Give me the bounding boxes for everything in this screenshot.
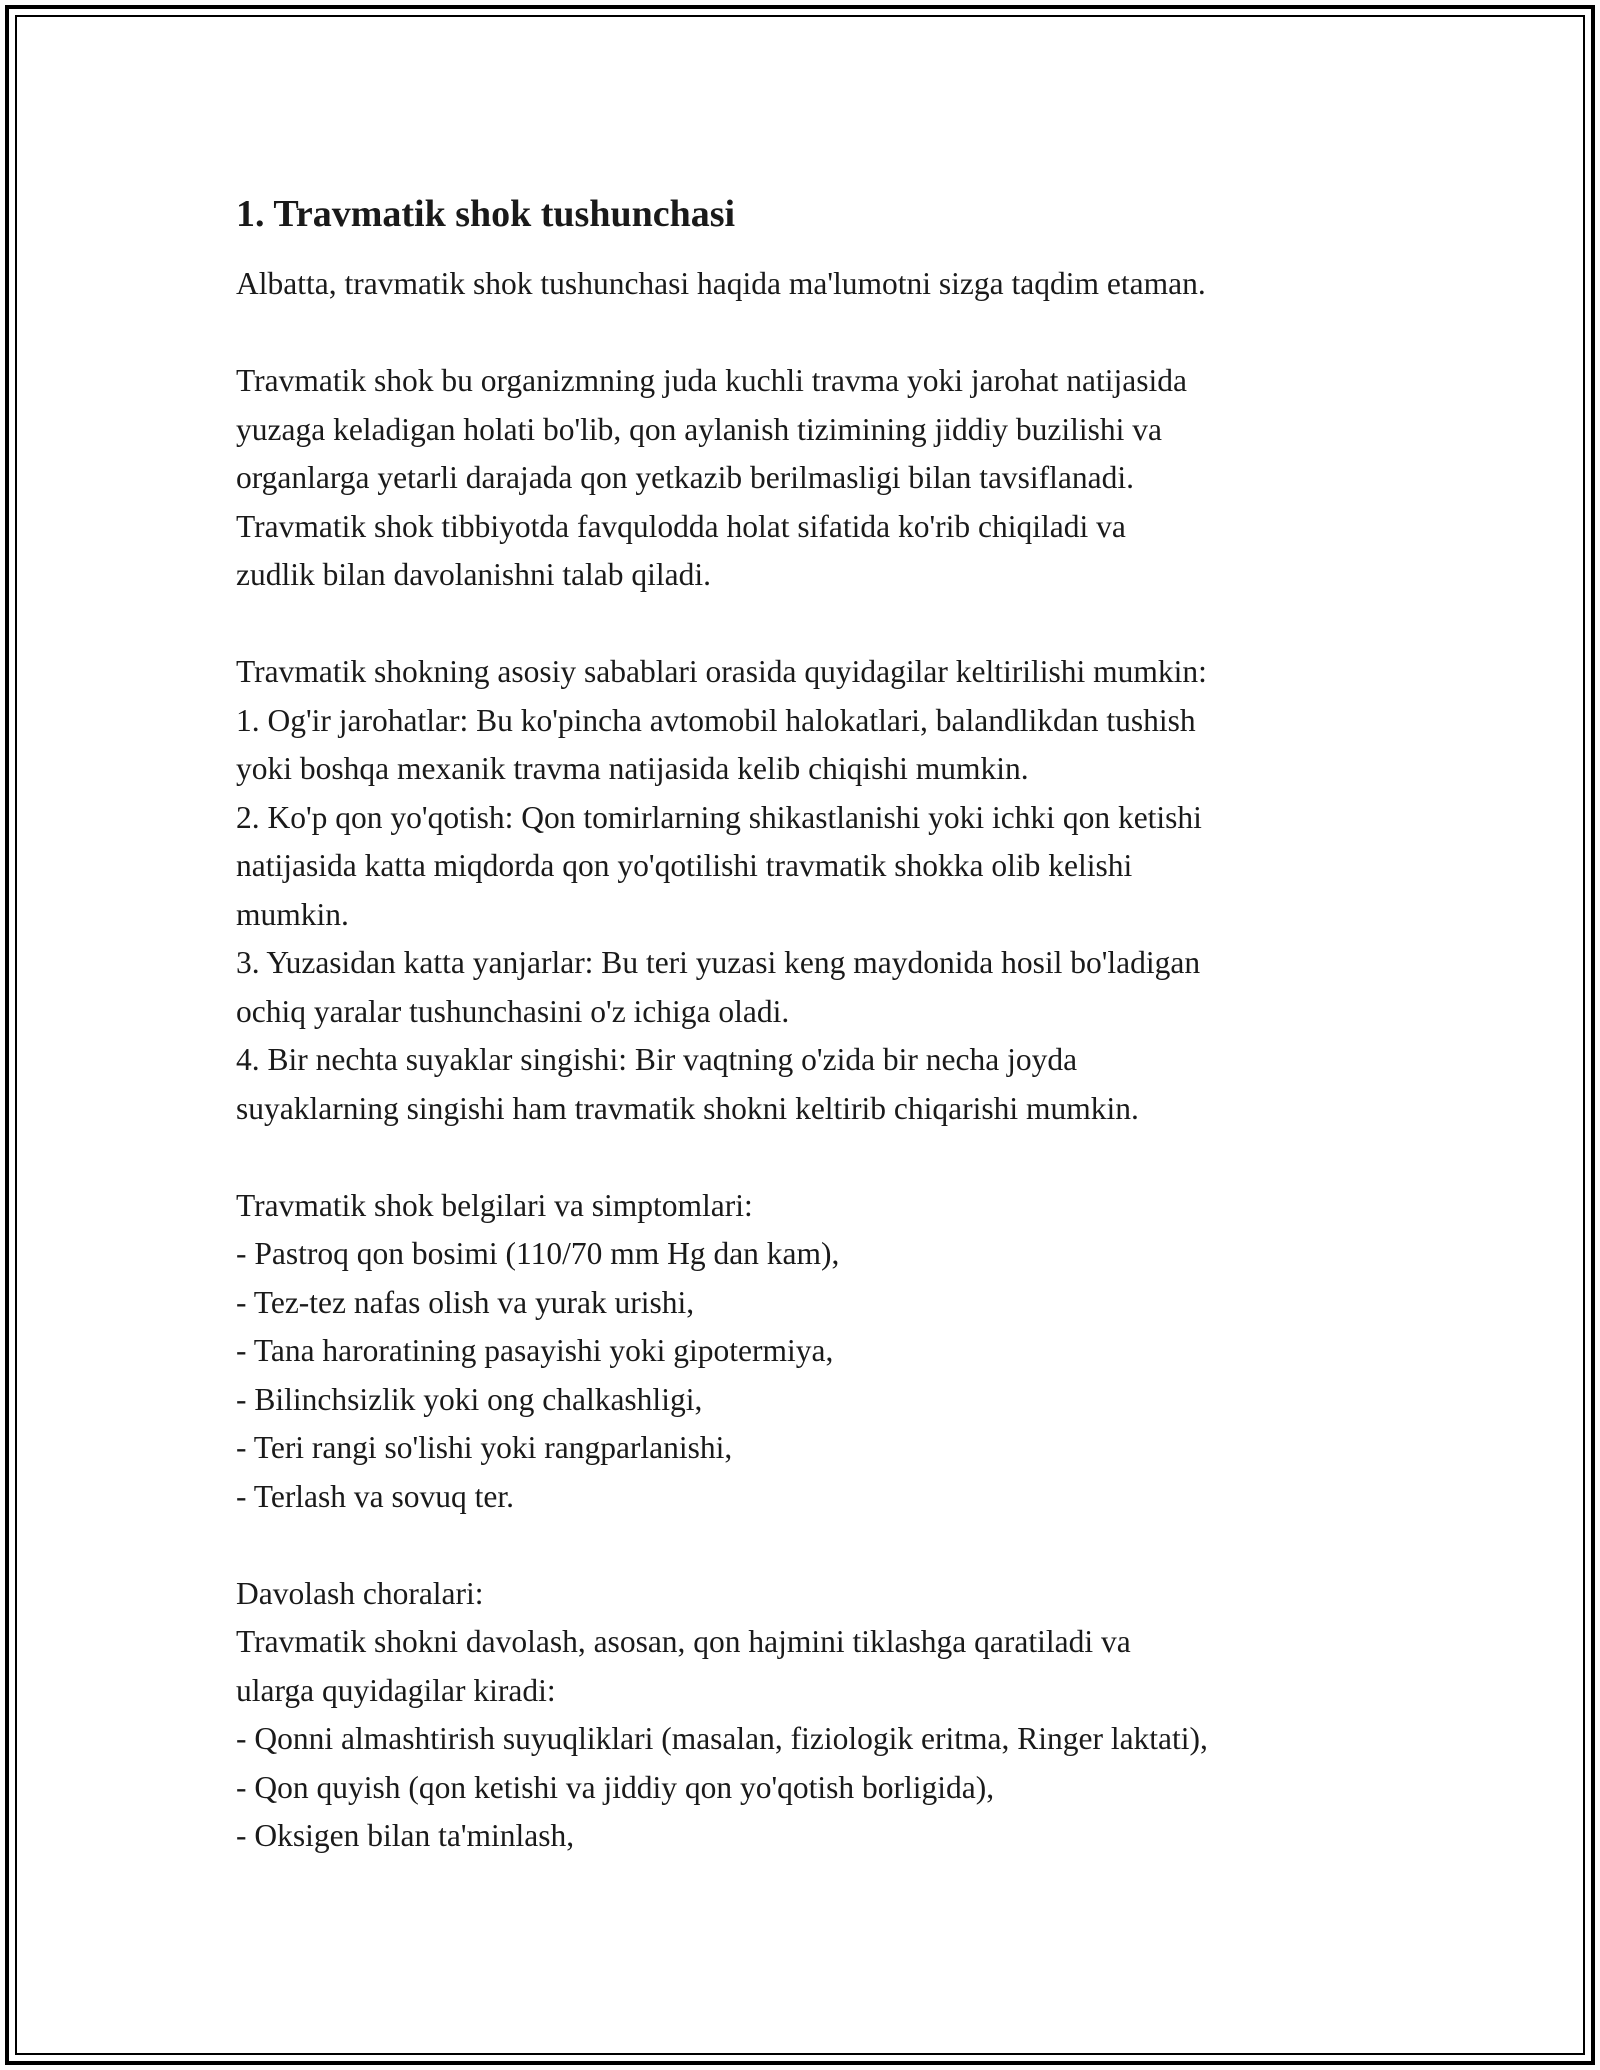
paragraph-gap [236,309,1386,358]
paragraph-gap [236,1521,1386,1570]
intro-paragraph: Albatta, travmatik shok tushunchasi haqida ma'lumotni sizga taqdim etaman. [236,266,1206,301]
causes-section: Travmatik shokning asosiy sabablari orasida quyidagilar keltirilishi mumkin: 1. Og'ir jarohatlar: Bu ko'pincha avtomobil halokatlari, balandlikdan tushish yoki boshqa mexanik travma natijasida kelib chiqishi mumkin. 2. Ko'p qon yo'qotish: Qon tomirlarning shikastlanishi yoki ichki qon ketishi natijasida katta miqdorda qon yo'qotilishi travmatik shokka olib kelishi mumkin. 3. Yuzasidan katta yanjarlar: Bu teri yuzasi keng maydonida hosil bo'ladigan ochiq yaralar tushunchasini o'z ichiga oladi. 4. Bir nechta suyaklar singishi: Bir vaqtning o'zida bir necha joyda suyaklarning singishi ham travmatik shokni keltirib chiqarishi mumkin. [236,654,1207,1126]
treatment-section: Davolash choralari: Travmatik shokni davolash, asosan, qon hajmini tiklashga qaratiladi va ularga quyidagilar kiradi: - Qonni almashtirish suyuqliklari (masalan, fiziologik eritma, Ringer laktati), - Qon quyish (qon ketishi va jiddiy qon yo'qotish borligida), - Oksigen bilan ta'minlash, [236,1575,1208,1853]
document-page [236,186,1386,1861]
definition-paragraph: Travmatik shok bu organizmning juda kuchli travma yoki jarohat natijasida yuzaga keladigan holati bo'lib, qon aylanish tizimining jiddiy buzilishi va organlarga yetarli darajada qon yetkazib berilmasligi bilan tavsiflanadi. Travmatik shok tibbiyotda favqulodda holat sifatida ko'rib chiqiladi va zudlik bilan davolanishni talab qiladi. [236,363,1187,592]
symptoms-section: Travmatik shok belgilari va simptomlari: - Pastroq qon bosimi (110/70 mm Hg dan kam), - Tez-tez nafas olish va yurak urishi, - Tana haroratining pasayishi yoki gipotermiya, - Bilinchsizlik yoki ong chalkashligi, - Teri rangi so'lishi yoki rangparlanishi, - Terlash va sovuq ter. [236,1187,840,1514]
paragraph-gap [236,600,1386,649]
paragraph-gap [236,1133,1386,1182]
document-title: 1. Travmatik shok tushunchasi [236,193,736,235]
